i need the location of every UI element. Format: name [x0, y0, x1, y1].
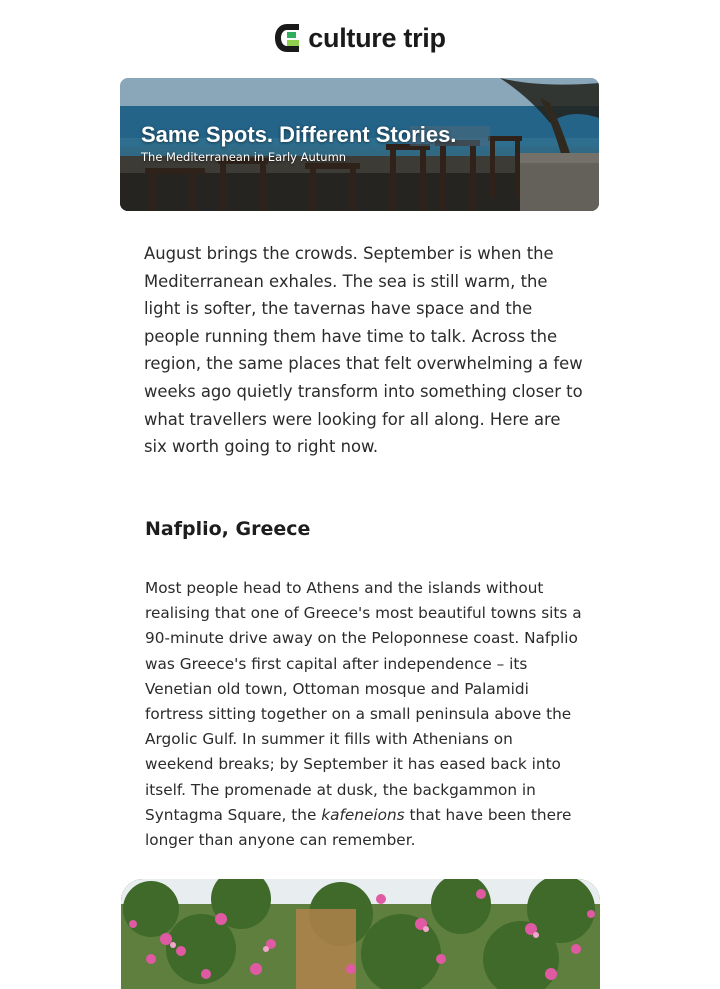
- hero-title: Same Spots. Different Stories.: [141, 122, 457, 147]
- section-body-text-end: that have been there longer than anyone can remember.: [145, 805, 572, 850]
- hero-banner[interactable]: [120, 78, 599, 211]
- section-heading-nafplio: Nafplio, Greece: [145, 518, 311, 540]
- section-body-nafplio: [145, 576, 585, 853]
- brand-name: culture trip: [308, 22, 446, 53]
- bougainvillea-photo: [121, 879, 600, 989]
- section-body-emphasis: kafeneions: [321, 805, 405, 824]
- nafplio-photo[interactable]: [121, 879, 600, 989]
- intro-paragraph: August brings the crowds. September is when the Mediterranean exhales. The sea is still warm, the light is softer, the tavernas have space and the people running them have time to talk. Across the region, the same places that felt overwhelming a few weeks ago quietly transform into something closer to what travellers were looking for all along. Here are six worth going to right now.: [144, 244, 583, 457]
- culture-trip-logo[interactable]: [274, 23, 445, 54]
- email-header: [0, 0, 720, 78]
- hero-subtitle: The Mediterranean in Early Autumn: [141, 150, 347, 164]
- section-body-text-start: Most people head to Athens and the islands without realising that one of Greece's most beautiful towns sits a 90-minute drive away on the Peloponnese coast. Nafplio was Greece's first capital after independence – its Venetian old town, Ottoman mosque and Palamidi fortress sitting together on a small peninsula above the Argolic Gulf. In summer it fills with Athenians on weekend breaks; by September it has eased back into itself. The promenade at dusk, the backgammon in Syntagma Square, the: [145, 579, 582, 824]
- culture-trip-logo-icon: [274, 23, 300, 53]
